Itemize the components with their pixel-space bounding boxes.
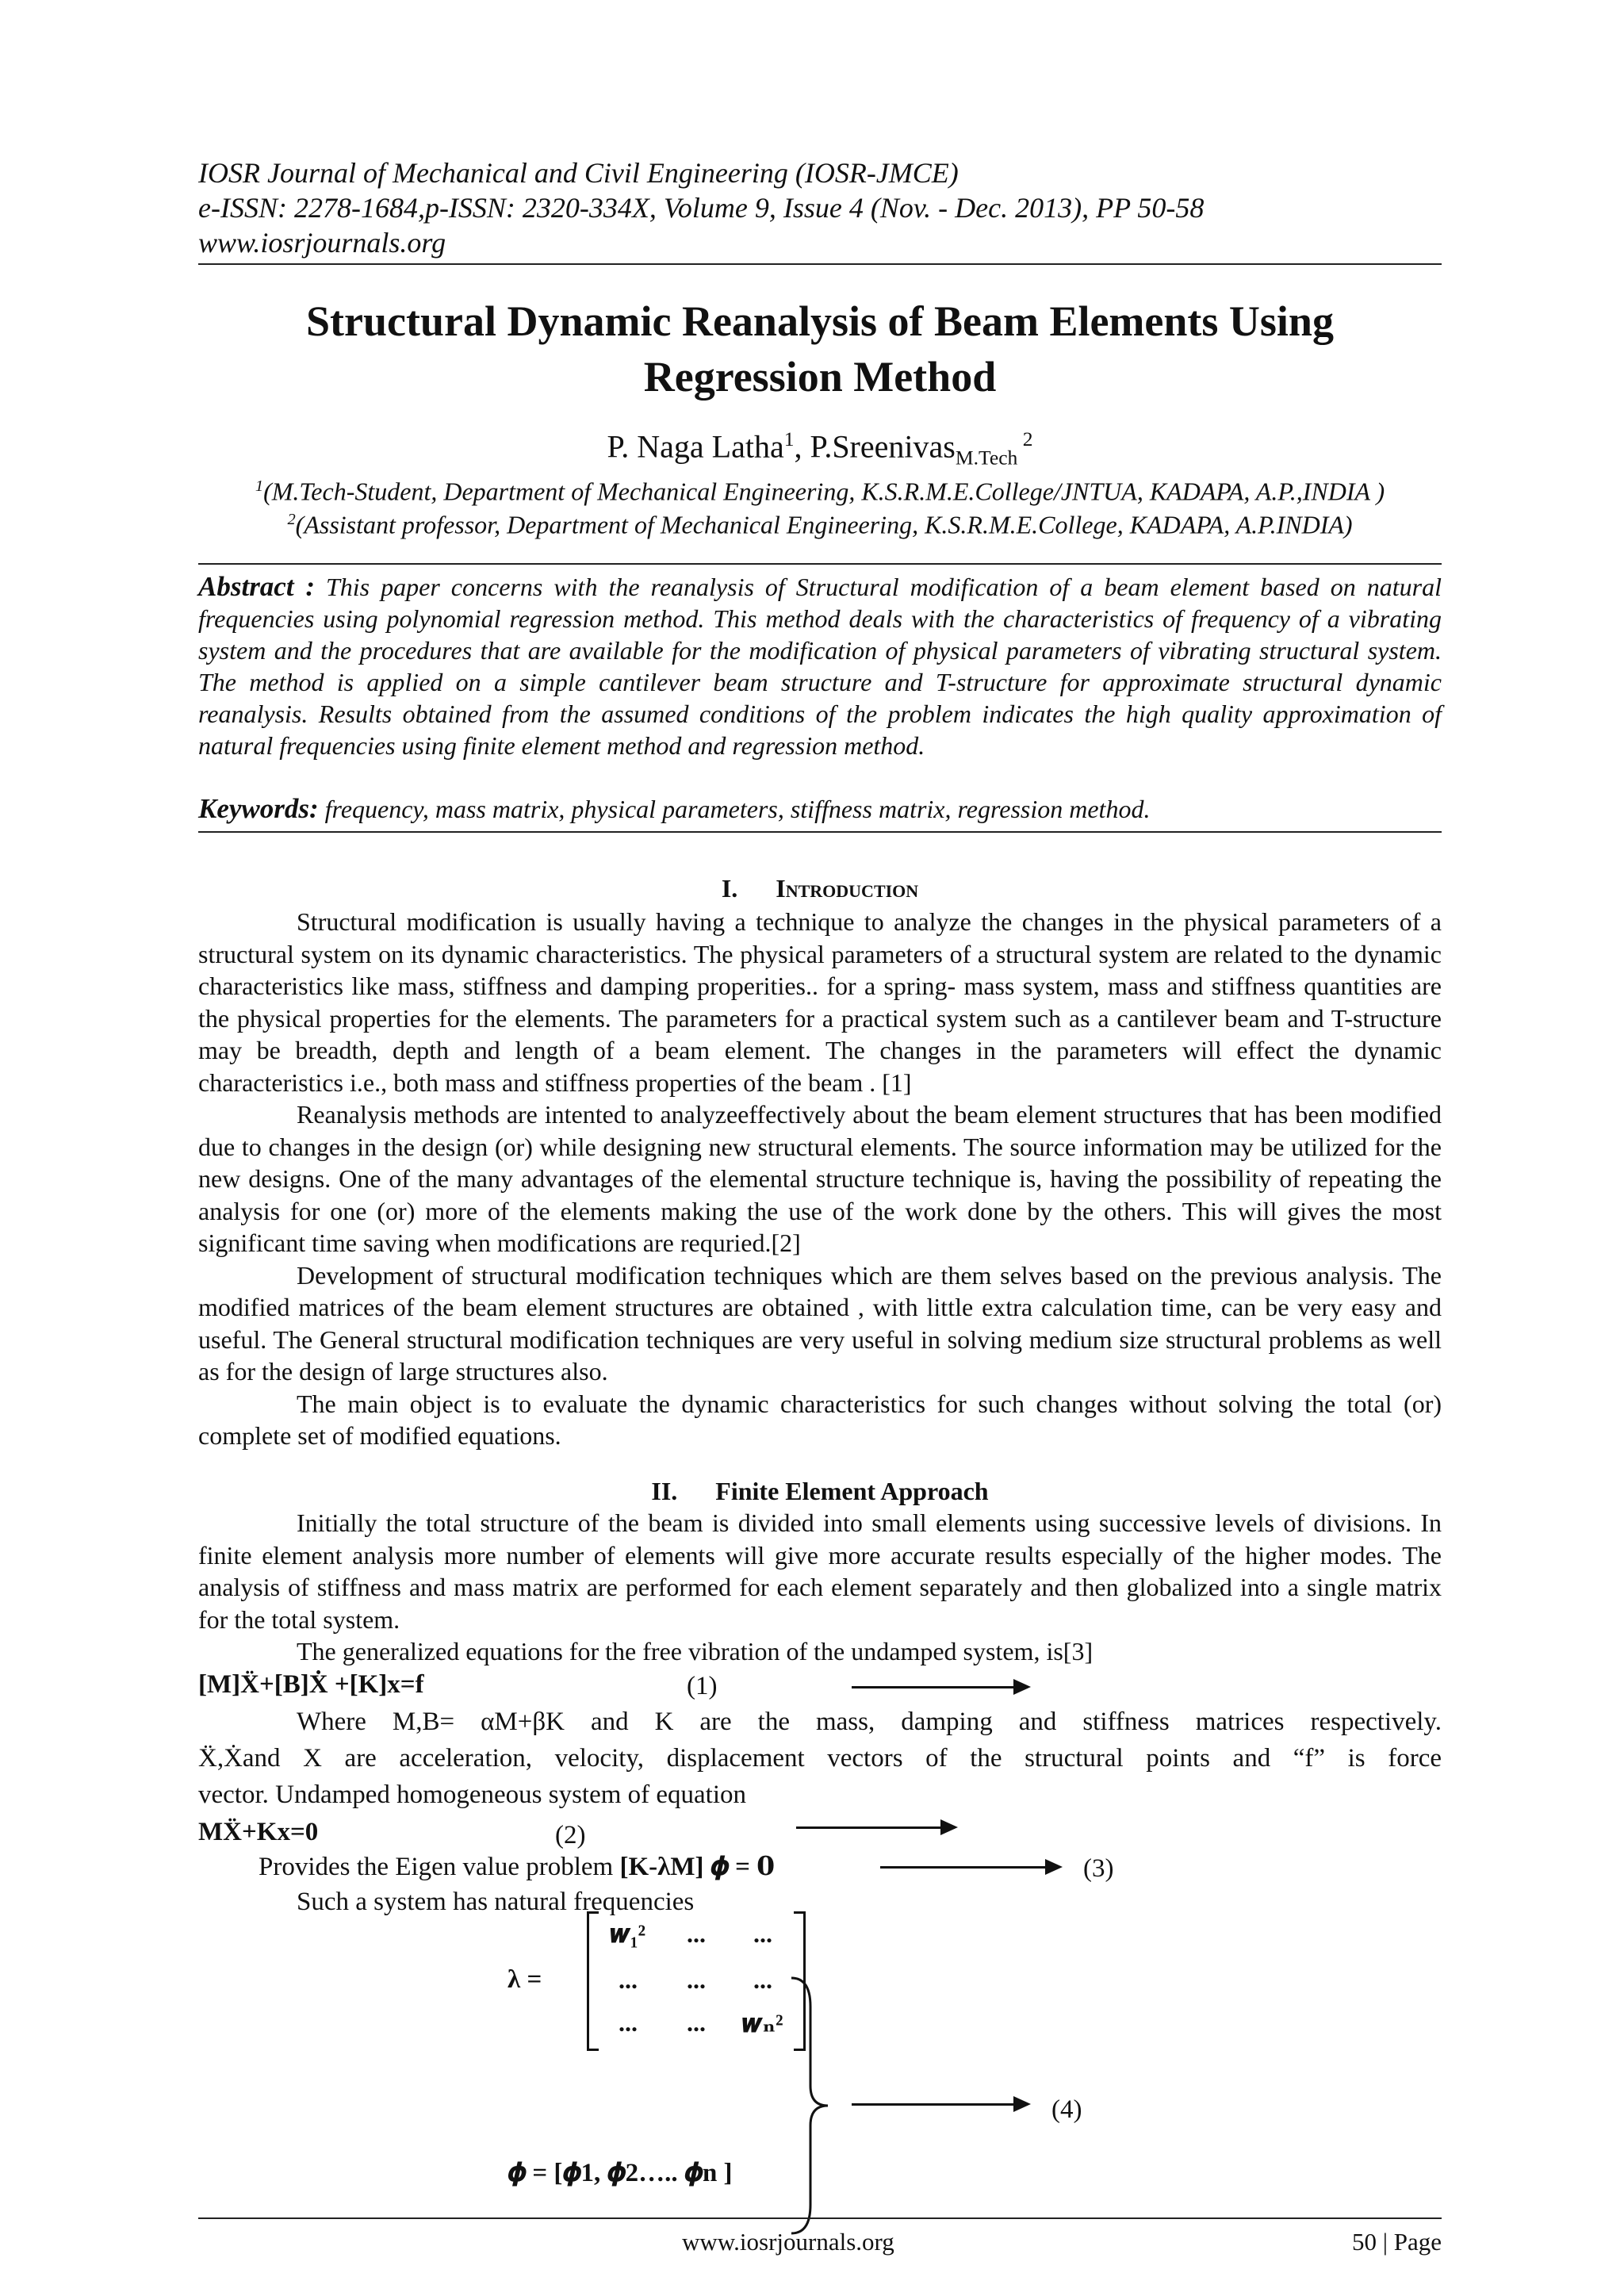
equation-1-number: (1) bbox=[687, 1672, 718, 1700]
affiliation-2 bbox=[198, 504, 1442, 540]
header-rule bbox=[198, 263, 1442, 265]
keywords-text: frequency, mass matrix, physical parameters, stiffness matrix, regression method. bbox=[318, 795, 1151, 823]
keywords bbox=[198, 793, 1442, 825]
matrix-cell: ... bbox=[619, 1965, 638, 1994]
arrow-icon bbox=[880, 1866, 1059, 1869]
curly-brace-icon bbox=[787, 1975, 834, 2237]
matrix-cell: ... bbox=[687, 1965, 706, 1994]
author-sep: , bbox=[794, 428, 810, 465]
eigen-text: Provides the Eigen value problem bbox=[259, 1853, 620, 1881]
section-2-heading bbox=[198, 1475, 1442, 1507]
where-line-3: vector. Undamped homogeneous system of equation bbox=[198, 1780, 747, 1809]
section-1-number: I. bbox=[721, 874, 738, 903]
footer-site[interactable]: www.iosrjournals.org bbox=[682, 2228, 894, 2256]
arrow-icon bbox=[852, 2103, 1028, 2106]
author-2-sup: 2 bbox=[1017, 427, 1033, 450]
section-2-title: Finite Element Approach bbox=[715, 1477, 989, 1505]
author-1-sup: 1 bbox=[783, 427, 795, 450]
aff-1-text: (M.Tech-Student, Department of Mechanical Engineering, K.S.R.M.E.College/JNTUA, KADAPA, A.P.,INDIA ) bbox=[263, 477, 1385, 506]
eigen-line bbox=[259, 1851, 775, 1883]
equation-3-number: (3) bbox=[1083, 1854, 1114, 1883]
equation-4-number: (4) bbox=[1051, 2095, 1082, 2124]
where-line-2: Ẍ,Ẋand X are acceleration, velocity, displacement vectors of the structural points and “f” is force bbox=[198, 1744, 1442, 1773]
lambda-matrix bbox=[587, 1911, 806, 2051]
journal-header bbox=[198, 155, 1204, 260]
arrow-icon bbox=[796, 1826, 955, 1829]
phi-vector: 𝝓 = [𝝓1, 𝝓2….. 𝝓n ] bbox=[508, 2159, 733, 2187]
title-line-2: Regression Method bbox=[643, 353, 997, 401]
fea-paragraph-1: Initially the total structure of the beam is divided into small elements using successive levels of divisions. In finite element analysis more number of elements will give more accurate results especially of the higher modes. The analysis of stiffness and mass matrix are performed for each element separately and then globalized into a single matrix for the total system. bbox=[198, 1508, 1442, 1634]
matrix-cell: 𝒘₁² bbox=[610, 1919, 646, 1948]
title-line-1: Structural Dynamic Reanalysis of Beam Elements Using bbox=[306, 297, 1334, 345]
abstract-label: Abstract : bbox=[198, 571, 315, 602]
abstract bbox=[198, 571, 1442, 761]
equation-1: [M]Ẍ+[B]Ẋ +[K]x=f bbox=[198, 1670, 424, 1699]
matrix-cell: 𝒘ₙ² bbox=[742, 2009, 783, 2037]
where-paragraph bbox=[198, 1704, 1442, 1813]
section-1-heading bbox=[198, 872, 1442, 904]
matrix-cell: ... bbox=[687, 1919, 706, 1948]
section-1-title: Introduction bbox=[776, 874, 919, 903]
arrow-icon bbox=[852, 1686, 1028, 1688]
equation-2-number: (2) bbox=[555, 1821, 586, 1849]
affiliation-1 bbox=[198, 471, 1442, 507]
matrix-cell: ... bbox=[619, 2008, 638, 2037]
lambda-label: λ = bbox=[508, 1965, 542, 1994]
where-line-1: Where M,B= αM+βK and K are the mass, damping and stiffness matrices respectively. bbox=[297, 1708, 1442, 1736]
keywords-label: Keywords: bbox=[198, 793, 319, 824]
section-2-number: II. bbox=[651, 1477, 678, 1505]
journal-issn: e-ISSN: 2278-1684,p-ISSN: 2320-334X, Volume 9, Issue 4 (Nov. - Dec. 2013), PP 50-58 bbox=[198, 192, 1205, 224]
matrix-cell: ... bbox=[753, 1919, 772, 1948]
journal-url[interactable]: www.iosrjournals.org bbox=[198, 227, 446, 259]
intro-paragraph-3: Development of structural modification techniques which are them selves based on the previous analysis. The modified matrices of the beam element structures are obtained , with little extra calculation time, can be very easy and useful. The General structural modification techniques are very useful in solving medium size structural problems as well as for the design of large structures also. bbox=[198, 1260, 1442, 1386]
author-2: P.Sreenivas bbox=[810, 428, 956, 465]
aff-2-text: (Assistant professor, Department of Mechanical Engineering, K.S.R.M.E.College, KADAPA, A.P.INDIA) bbox=[295, 510, 1353, 539]
author-2-degree: M.Tech bbox=[955, 446, 1018, 470]
equation-3: [K-λM] 𝝓 = 𝟎 bbox=[619, 1853, 776, 1881]
journal-name: IOSR Journal of Mechanical and Civil Engineering (IOSR-JMCE) bbox=[198, 157, 959, 189]
section-2-body bbox=[198, 1507, 1442, 1668]
aff-2-sup: 2 bbox=[287, 511, 296, 528]
abstract-top-rule bbox=[198, 563, 1442, 565]
matrix-cell: ... bbox=[753, 1965, 772, 1994]
natural-frequencies-text: Such a system has natural frequencies bbox=[297, 1888, 695, 1916]
matrix-cell: ... bbox=[687, 2008, 706, 2037]
equation-2: MẌ+Kx=0 bbox=[198, 1818, 319, 1846]
footer-rule bbox=[198, 2217, 1442, 2219]
intro-paragraph-1: Structural modification is usually having a technique to analyze the changes in the physical parameters of a structural system on its dynamic characteristics. The physical parameters of a structural system are related to the dynamic characteristics like mass, stiffness and damping properities.. for a spring- mass system, mass and stiffness quantities are the physical properties for the elements. The parameters for a practical system such as a cantilever beam and T-structure may be breadth, depth and length of a beam element. The changes in the parameters will effect the dynamic characteristics i.e., both mass and stiffness properties of the beam . [1] bbox=[198, 907, 1442, 1097]
intro-paragraph-2: Reanalysis methods are intented to analyzeeffectively about the beam element structures that has been modified due to changes in the design (or) while designing new structural elements. The source information may be utilized for the new designs. One of the many advantages of the elemental structure technique is, having the possibility of repeating the analysis for one (or) more of the elements making the use of the work done by the others. This will gives the most significant time saving when modifications are requried.[2] bbox=[198, 1100, 1442, 1257]
aff-1-sup: 1 bbox=[255, 477, 264, 495]
authors-line bbox=[198, 420, 1442, 477]
footer-page-number: 50 | Page bbox=[1352, 2228, 1442, 2256]
abstract-text: This paper concerns with the reanalysis of Structural modification of a beam element based on natural frequencies using polynomial regression method. This method deals with the characteristics of frequency of a vibrating system and the procedures that are available for the modification of physical parameters of vibrating structural system. The method is applied on a simple cantilever beam structure and T-structure for approximate structural dynamic reanalysis. Results obtained from the assumed conditions of the problem indicates the high quality approximation of natural frequencies using finite element method and regression method. bbox=[198, 573, 1442, 760]
fea-paragraph-2: The generalized equations for the free vibration of the undamped system, is[3] bbox=[297, 1637, 1094, 1665]
author-1: P. Naga Latha bbox=[607, 428, 784, 465]
abstract-bottom-rule bbox=[198, 831, 1442, 833]
section-1-body bbox=[198, 906, 1442, 1452]
intro-paragraph-4: The main object is to evaluate the dynamic characteristics for such changes without solving the total (or) complete set of modified equations. bbox=[198, 1389, 1442, 1450]
paper-title bbox=[198, 293, 1442, 404]
